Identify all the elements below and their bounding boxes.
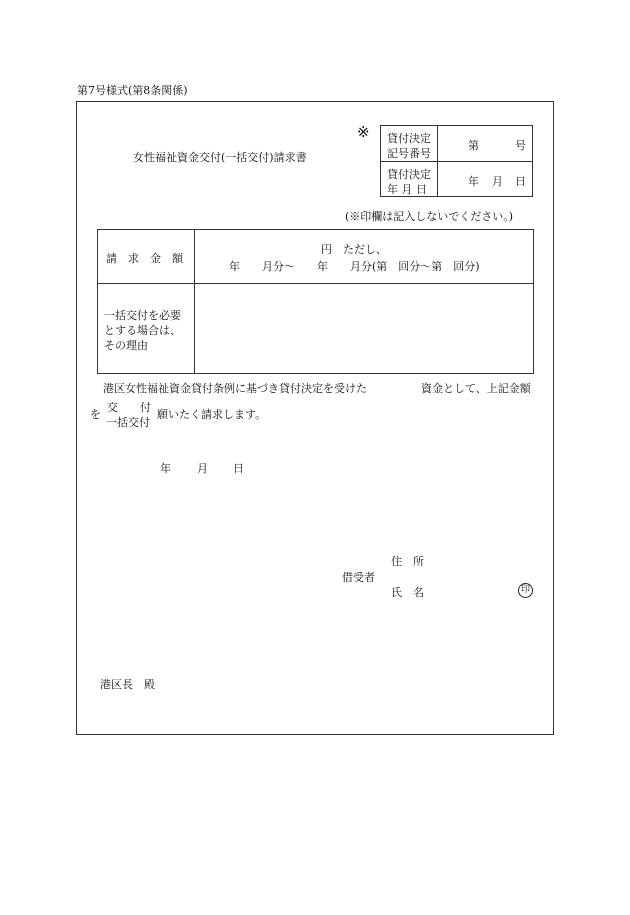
statement-wo: を [90,408,101,421]
loan-date-label: 貸付決定 [387,168,431,181]
form-number: 第7号様式(第8条関係) [77,84,188,97]
office-use-note: (※印欄は記入しないでください。) [345,210,514,223]
office-use-mark: ※ [357,123,370,141]
borrower-address-label: 住 所 [391,555,424,568]
reason-label: 一括交付を必要 [104,309,181,322]
loan-date-day: 日 [515,175,526,188]
request-amount-label: 請 求 金 額 [106,252,183,265]
loan-number-label: 貸付決定 [387,132,431,145]
loan-number-prefix: 第 [468,139,479,152]
office-use-divider-h [380,161,533,162]
loan-date-label-2: 年 月 日 [387,183,427,196]
request-table-divider-v [194,229,195,374]
statement-option-grant: 交 付 [107,401,151,414]
statement-line1: 港区女性福祉資金貸付条例に基づき貸付決定を受けた [103,382,367,395]
statement-line2-rest: 願いたく請求します。 [157,408,267,421]
loan-date-month: 月 [492,175,503,188]
addressee: 港区長 殿 [100,678,155,691]
request-table-divider-h [97,283,534,284]
date-day: 日 [233,462,244,475]
reason-label-3: その理由 [104,339,148,352]
loan-number-suffix: 号 [515,139,526,152]
borrower-name-label: 氏 名 [391,586,424,599]
statement-option-lump-sum: 一括交付 [106,416,150,429]
form-title: 女性福祉資金交付(一括交付)請求書 [133,151,307,164]
request-amount-line2: 年 月分〜 年 月分(第 回分〜第 回分) [229,260,480,273]
date-year: 年 [160,462,171,475]
borrower-label: 借受者 [342,571,375,584]
seal-mark: 印 [518,583,533,598]
loan-date-year: 年 [468,175,479,188]
reason-label-2: とする場合は、 [104,324,181,337]
request-amount-line1: 円 ただし、 [321,243,387,256]
loan-number-label-2: 記号番号 [387,147,431,160]
statement-line1-b: 資金として、上記金額 [421,382,531,395]
date-month: 月 [197,462,208,475]
